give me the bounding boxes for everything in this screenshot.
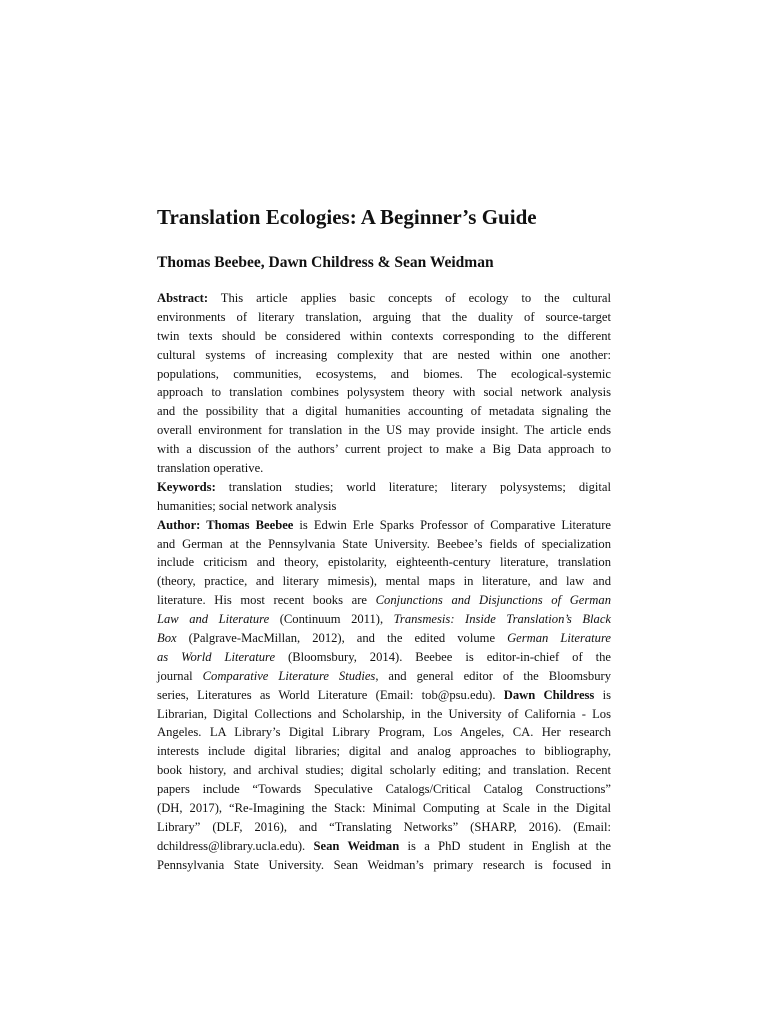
text-line (157, 383, 611, 402)
text-run: is Edwin Erle Sparks Professor of Comparative Literature (293, 517, 611, 532)
text-line (157, 742, 611, 761)
text-run: dchildress@library.ucla.edu). (157, 838, 314, 853)
text-run: humanities; social network analysis (157, 498, 337, 513)
text-line (157, 459, 611, 478)
italic-run: Law and Literature (157, 612, 270, 627)
italic-run: Transmesis: Inside Translation’s Black (393, 612, 611, 627)
text-line (157, 346, 611, 365)
text-line (157, 478, 611, 497)
text-line (157, 799, 611, 818)
text-run: Library” (DLF, 2016), and “Translating Networks” (SHARP, 2016). (Email: (157, 819, 611, 834)
text-run: (Continuum 2011), (269, 612, 394, 627)
text-run: cultural systems of increasing complexity that are nested within one another: (157, 347, 611, 362)
text-run: , and general editor of the Bloomsbury (375, 668, 611, 683)
text-run: with a discussion of the authors’ current project to make a Big Data approach to (157, 442, 611, 457)
italic-run: Conjunctions and Disjunctions of German (375, 593, 611, 608)
text-run: (Palgrave-MacMillan, 2012), and the edited volume (176, 631, 508, 646)
text-run: papers include “Towards Speculative Catalogs/Critical Catalog Constructions” (157, 782, 611, 797)
text-line (157, 308, 611, 327)
text-run: twin texts should be considered within contexts corresponding to the different (157, 328, 611, 343)
text-run: interests include digital libraries; digital and analog approaches to bibliography, (157, 744, 611, 759)
text-line (157, 289, 611, 308)
text-line (157, 629, 611, 648)
text-run: translation operative. (157, 461, 264, 476)
text-run: and German at the Pennsylvania State University. Beebee’s fields of specialization (157, 536, 611, 551)
text-run: literature. His most recent books are (157, 593, 376, 608)
italic-run: German Literature (507, 631, 611, 646)
text-line (157, 516, 611, 535)
text-run: translation studies; world literature; literary polysystems; digital (215, 479, 611, 494)
bold-run: Sean Weidman (313, 838, 400, 853)
text-run: approach to translation combines polysystem theory with social network analysis (157, 385, 611, 400)
italic-run: Comparative Literature Studies (202, 668, 376, 683)
article-authors: Thomas Beebee, Dawn Childress & Sean Weidman (157, 254, 494, 271)
text-run: is a PhD student in English at the (399, 838, 611, 853)
text-line (157, 837, 611, 856)
text-run: overall environment for translation in the US may provide insight. The article ends (157, 423, 611, 438)
text-run: Pennsylvania State University. Sean Weidman’s primary research is focused in (157, 857, 611, 872)
text-run: (theory, practice, and literary mimesis), mental maps in literature, and law and (157, 574, 611, 589)
text-run: book history, and archival studies; digital scholarly editing; and translation. Recent (157, 763, 611, 778)
text-run: Angeles. LA Library’s Digital Library Program, Los Angeles, CA. Her research (157, 725, 611, 740)
text-line (157, 402, 611, 421)
text-run: is (594, 687, 611, 702)
text-run: journal (157, 668, 203, 683)
text-line (157, 421, 611, 440)
text-line (157, 818, 611, 837)
text-line (157, 648, 611, 667)
text-line (157, 686, 611, 705)
article-body (157, 289, 611, 875)
bold-run: Keywords: (157, 479, 216, 494)
text-line (157, 591, 611, 610)
text-line (157, 610, 611, 629)
text-line (157, 497, 611, 516)
text-line (157, 535, 611, 554)
text-line (157, 723, 611, 742)
text-run: This article applies basic concepts of ecology to the cultural (208, 291, 611, 305)
text-run: environments of literary translation, arguing that the duality of source-target (157, 309, 611, 324)
text-run: include criticism and theory, epistolarity, eighteenth-century literature, translation (157, 555, 611, 570)
article-title: Translation Ecologies: A Beginner’s Guide (157, 205, 537, 229)
text-line (157, 572, 611, 591)
text-line (157, 761, 611, 780)
text-line (157, 553, 611, 572)
text-run: populations, communities, ecosystems, and biomes. The ecological-systemic (157, 366, 611, 381)
text-line (157, 440, 611, 459)
text-line (157, 705, 611, 724)
text-run: (DH, 2017), “Re-Imagining the Stack: Minimal Computing at Scale in the Digital (157, 801, 611, 816)
text-line (157, 856, 611, 875)
bold-run: Dawn Childress (503, 687, 595, 702)
text-run: Librarian, Digital Collections and Scholarship, in the University of California - Los (157, 706, 611, 721)
text-line (157, 780, 611, 799)
italic-run: as World Literature (157, 649, 276, 664)
bold-run: Abstract: (157, 291, 209, 305)
italic-run: Box (157, 631, 177, 646)
bold-run: Author: Thomas Beebee (157, 517, 294, 532)
text-run: and the possibility that a digital humanities accounting of metadata signaling the (157, 404, 611, 419)
text-run: series, Literatures as World Literature (Email: tob@psu.edu). (157, 687, 504, 702)
text-line (157, 365, 611, 384)
text-line (157, 327, 611, 346)
text-line (157, 667, 611, 686)
text-run: (Bloomsbury, 2014). Beebee is editor-in-chief of the (275, 649, 611, 664)
